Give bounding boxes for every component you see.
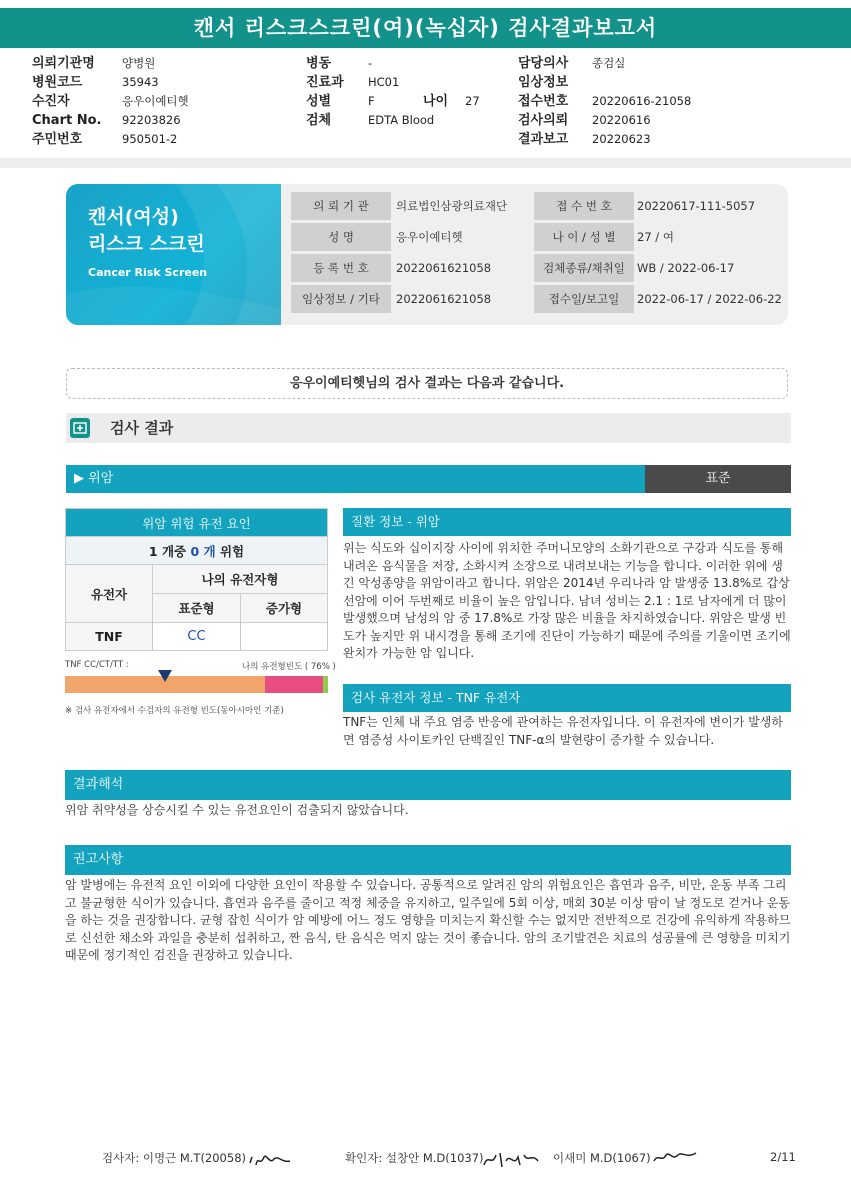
- header-value: 950501-2: [122, 132, 178, 146]
- header-label: 검사의뢰: [518, 113, 569, 128]
- card-row: [291, 254, 781, 284]
- section-title: 검사 결과: [110, 419, 174, 437]
- header-value: 20220623: [592, 132, 651, 146]
- header-value: 35943: [122, 75, 159, 89]
- card-value: WB / 2022-06-17: [637, 261, 735, 275]
- header-label: 의뢰기관명: [32, 56, 95, 71]
- frequency-right-label: 나의 유전형빈도 ( 76% ): [242, 662, 336, 672]
- page-number: 2/11: [770, 1150, 796, 1164]
- standard-genotype: CC: [153, 623, 241, 651]
- risk-count-prefix: 1 개중: [148, 543, 187, 559]
- confirmer-info: 확인자: 설창안 M.D(1037): [345, 1151, 484, 1165]
- tester-info: 검사자: 이명근 M.T(20058): [102, 1151, 246, 1165]
- report-title: 캔서 리스크스크린(여)(녹십자) 검사결과보고서: [0, 8, 851, 48]
- confirmer-signature: [480, 1147, 544, 1171]
- risk-table: [65, 508, 328, 651]
- header-label: 담당의사: [518, 56, 569, 71]
- card-subtitle: Cancer Risk Screen: [88, 266, 208, 279]
- confirmer2-info: 이새미 M.D(1067): [553, 1151, 651, 1165]
- card-label: 임상정보 / 기타: [291, 285, 391, 313]
- risk-table-header: 위암 위험 유전 요인: [66, 509, 328, 537]
- header-value: 양병원: [122, 56, 156, 70]
- header-value: EDTA Blood: [368, 113, 435, 127]
- section-header: [66, 413, 791, 443]
- cancer-status-badge: 표준: [645, 465, 791, 493]
- increased-column-header: 증가형: [241, 594, 328, 623]
- card-label: 성 명: [291, 223, 391, 251]
- card-value: 27 / 여: [637, 230, 674, 244]
- header-value: HC01: [368, 75, 400, 89]
- age-value: 27: [465, 94, 480, 108]
- header-value: 응우이예티헷: [122, 94, 189, 108]
- card-label: 검체종류/채취일: [534, 254, 634, 282]
- card-title-line1: 캔서(여성): [88, 206, 179, 228]
- recommendation-text: 암 발병에는 유전적 요인 이외에 다양한 요인이 작용할 수 있습니다. 공통적으로 알려진 암의 위험요인은 흡연과 음주, 비만, 운동 부족 그리고 불균형한 식이가 있습니다. 흡연과 음주를 줄이고 적정 체중을 유지하고, 일주일에 5회 이상, 매회 30분 이상 땀이 날 정도로 걷거나 운동을 하는 것을 권장합니다. 균형 잡힌 식이가 암 예방에 어느 정도 영향을 미치는지 확신할 수는 없지만 전반적으로 건강에 유익하게 작용하므로 신선한 채소와 과일을 충분히 섭취하고, 짠 음식, 탄 음식은 먹지 않는 것이 좋습니다. 암의 조기발견은 치료의 성공률에 큰 영향을 미치기 때문에 정기적인 검진을 권장하고 있습니다.: [65, 878, 791, 962]
- confirmer2-signature: [652, 1147, 698, 1167]
- gene-info-title: 검사 유전자 정보 - TNF 유전자: [343, 684, 791, 712]
- card-label: 나 이 / 성 별: [534, 223, 634, 251]
- header-label: Chart No.: [32, 113, 102, 128]
- card-value: 2022061621058: [396, 261, 492, 275]
- header-value: 종검실: [592, 56, 626, 70]
- header-label: 성별: [306, 94, 332, 109]
- medical-folder-icon: [70, 418, 90, 438]
- increased-genotype: [241, 623, 328, 651]
- card-banner: [66, 184, 281, 325]
- frequency-segment: [323, 676, 328, 693]
- frequency-left-label: TNF CC/CT/TT :: [65, 660, 129, 670]
- risk-count-value: 0 개: [190, 543, 216, 559]
- header-value: -: [368, 56, 373, 70]
- header-label: 진료과: [306, 75, 344, 90]
- recommendation-title: 권고사항: [65, 845, 791, 875]
- card-value: 2022061621058: [396, 292, 492, 306]
- card-value: 20220617-111-5057: [637, 199, 756, 213]
- card-label: 접 수 번 호: [534, 192, 634, 220]
- info-card: [66, 184, 788, 325]
- header-col-2: [306, 54, 480, 130]
- header-value: 92203826: [122, 113, 181, 127]
- card-value: 의료법인삼광의료재단: [396, 199, 508, 213]
- card-title-line2: 리스크 스크린: [88, 233, 205, 255]
- greeting-banner: 응우이예티헷님의 검사 결과는 다음과 같습니다.: [66, 368, 788, 399]
- header-value: 20220616: [592, 113, 651, 127]
- disease-info-text: 위는 식도와 십이지장 사이에 위치한 주머니모양의 소화기관으로 구강과 식도를 통해 내려온 음식물을 저장, 소화시켜 소장으로 내려보내는 기능을 합니다. 이러한 위에 생긴 악성종양을 위암이라고 합니다. 위암은 2014년 우리나라 암 발생중 13.8%로 갑상선암에 이어 두번째로 비율이 높은 암입니다. 남녀 성비는 2.1 : 1로 남자에게 더 많이 발생했으며 남성의 암 중 17.8%로 가장 많은 비율을 차지하였습니다. 위암은 발생 빈도가 높지만 위 내시경을 통해 조기에 진단이 가능하기 때문에 주의를 기울이면 조기에 완치가 가능한 암 입니다.: [343, 541, 791, 660]
- interpretation-text: 위암 취약성을 상승시킬 수 있는 유전요인이 검출되지 않았습니다.: [65, 803, 409, 817]
- frequency-marker-icon: [158, 670, 172, 682]
- header-label: 결과보고: [518, 132, 569, 147]
- header-value: F: [368, 94, 375, 108]
- card-row: [291, 285, 781, 315]
- card-row: [291, 223, 781, 253]
- card-row: [291, 192, 781, 222]
- header-value: 20220616-21058: [592, 94, 692, 108]
- gene-name: TNF: [66, 623, 153, 651]
- header-col-1: [32, 54, 189, 149]
- frequency-note: ※ 검사 유전자에서 수검자의 유전형 빈도(동아시아인 기준): [65, 706, 284, 716]
- card-info-grid: [291, 192, 781, 316]
- card-label: 접수일/보고일: [534, 285, 634, 313]
- interpretation-title: 결과해석: [65, 770, 791, 800]
- header-label: 병원코드: [32, 75, 83, 90]
- header-label: 접수번호: [518, 94, 569, 109]
- disease-info-title: 질환 정보 - 위암: [343, 508, 791, 536]
- risk-count: [66, 537, 328, 565]
- card-label: 등 록 번 호: [291, 254, 391, 282]
- header-label: 병동: [306, 56, 332, 71]
- frequency-bar: [65, 676, 328, 693]
- genotype-column-header: 나의 유전자형: [153, 565, 328, 594]
- cancer-type-bar: [66, 465, 791, 493]
- header-label: 임상정보: [518, 75, 569, 90]
- tester-signature: [246, 1147, 296, 1171]
- card-value: 응우이예티헷: [396, 230, 463, 244]
- standard-column-header: 표준형: [153, 594, 241, 623]
- card-value: 2022-06-17 / 2022-06-22: [637, 292, 782, 306]
- gene-column-header: 유전자: [66, 565, 153, 623]
- header-label: 주민번호: [32, 132, 83, 147]
- report-header: [0, 54, 851, 154]
- card-label: 의 뢰 기 관: [291, 192, 391, 220]
- cancer-name: ▶ 위암: [66, 465, 645, 493]
- frequency-segment: [265, 676, 323, 693]
- risk-count-suffix: 위험: [219, 543, 245, 559]
- card-title: [88, 204, 205, 258]
- header-label: 검체: [306, 113, 332, 128]
- header-divider: [0, 158, 851, 168]
- age-label: 나이: [423, 94, 449, 109]
- header-col-3: [518, 54, 691, 149]
- header-label: 수진자: [32, 94, 70, 109]
- gene-info-text: TNF는 인체 내 주요 염증 반응에 관여하는 유전자입니다. 이 유전자에 변이가 발생하면 염증성 사이토카인 단백질인 TNF-α의 발현량이 증가할 수 있습니다.: [343, 715, 783, 747]
